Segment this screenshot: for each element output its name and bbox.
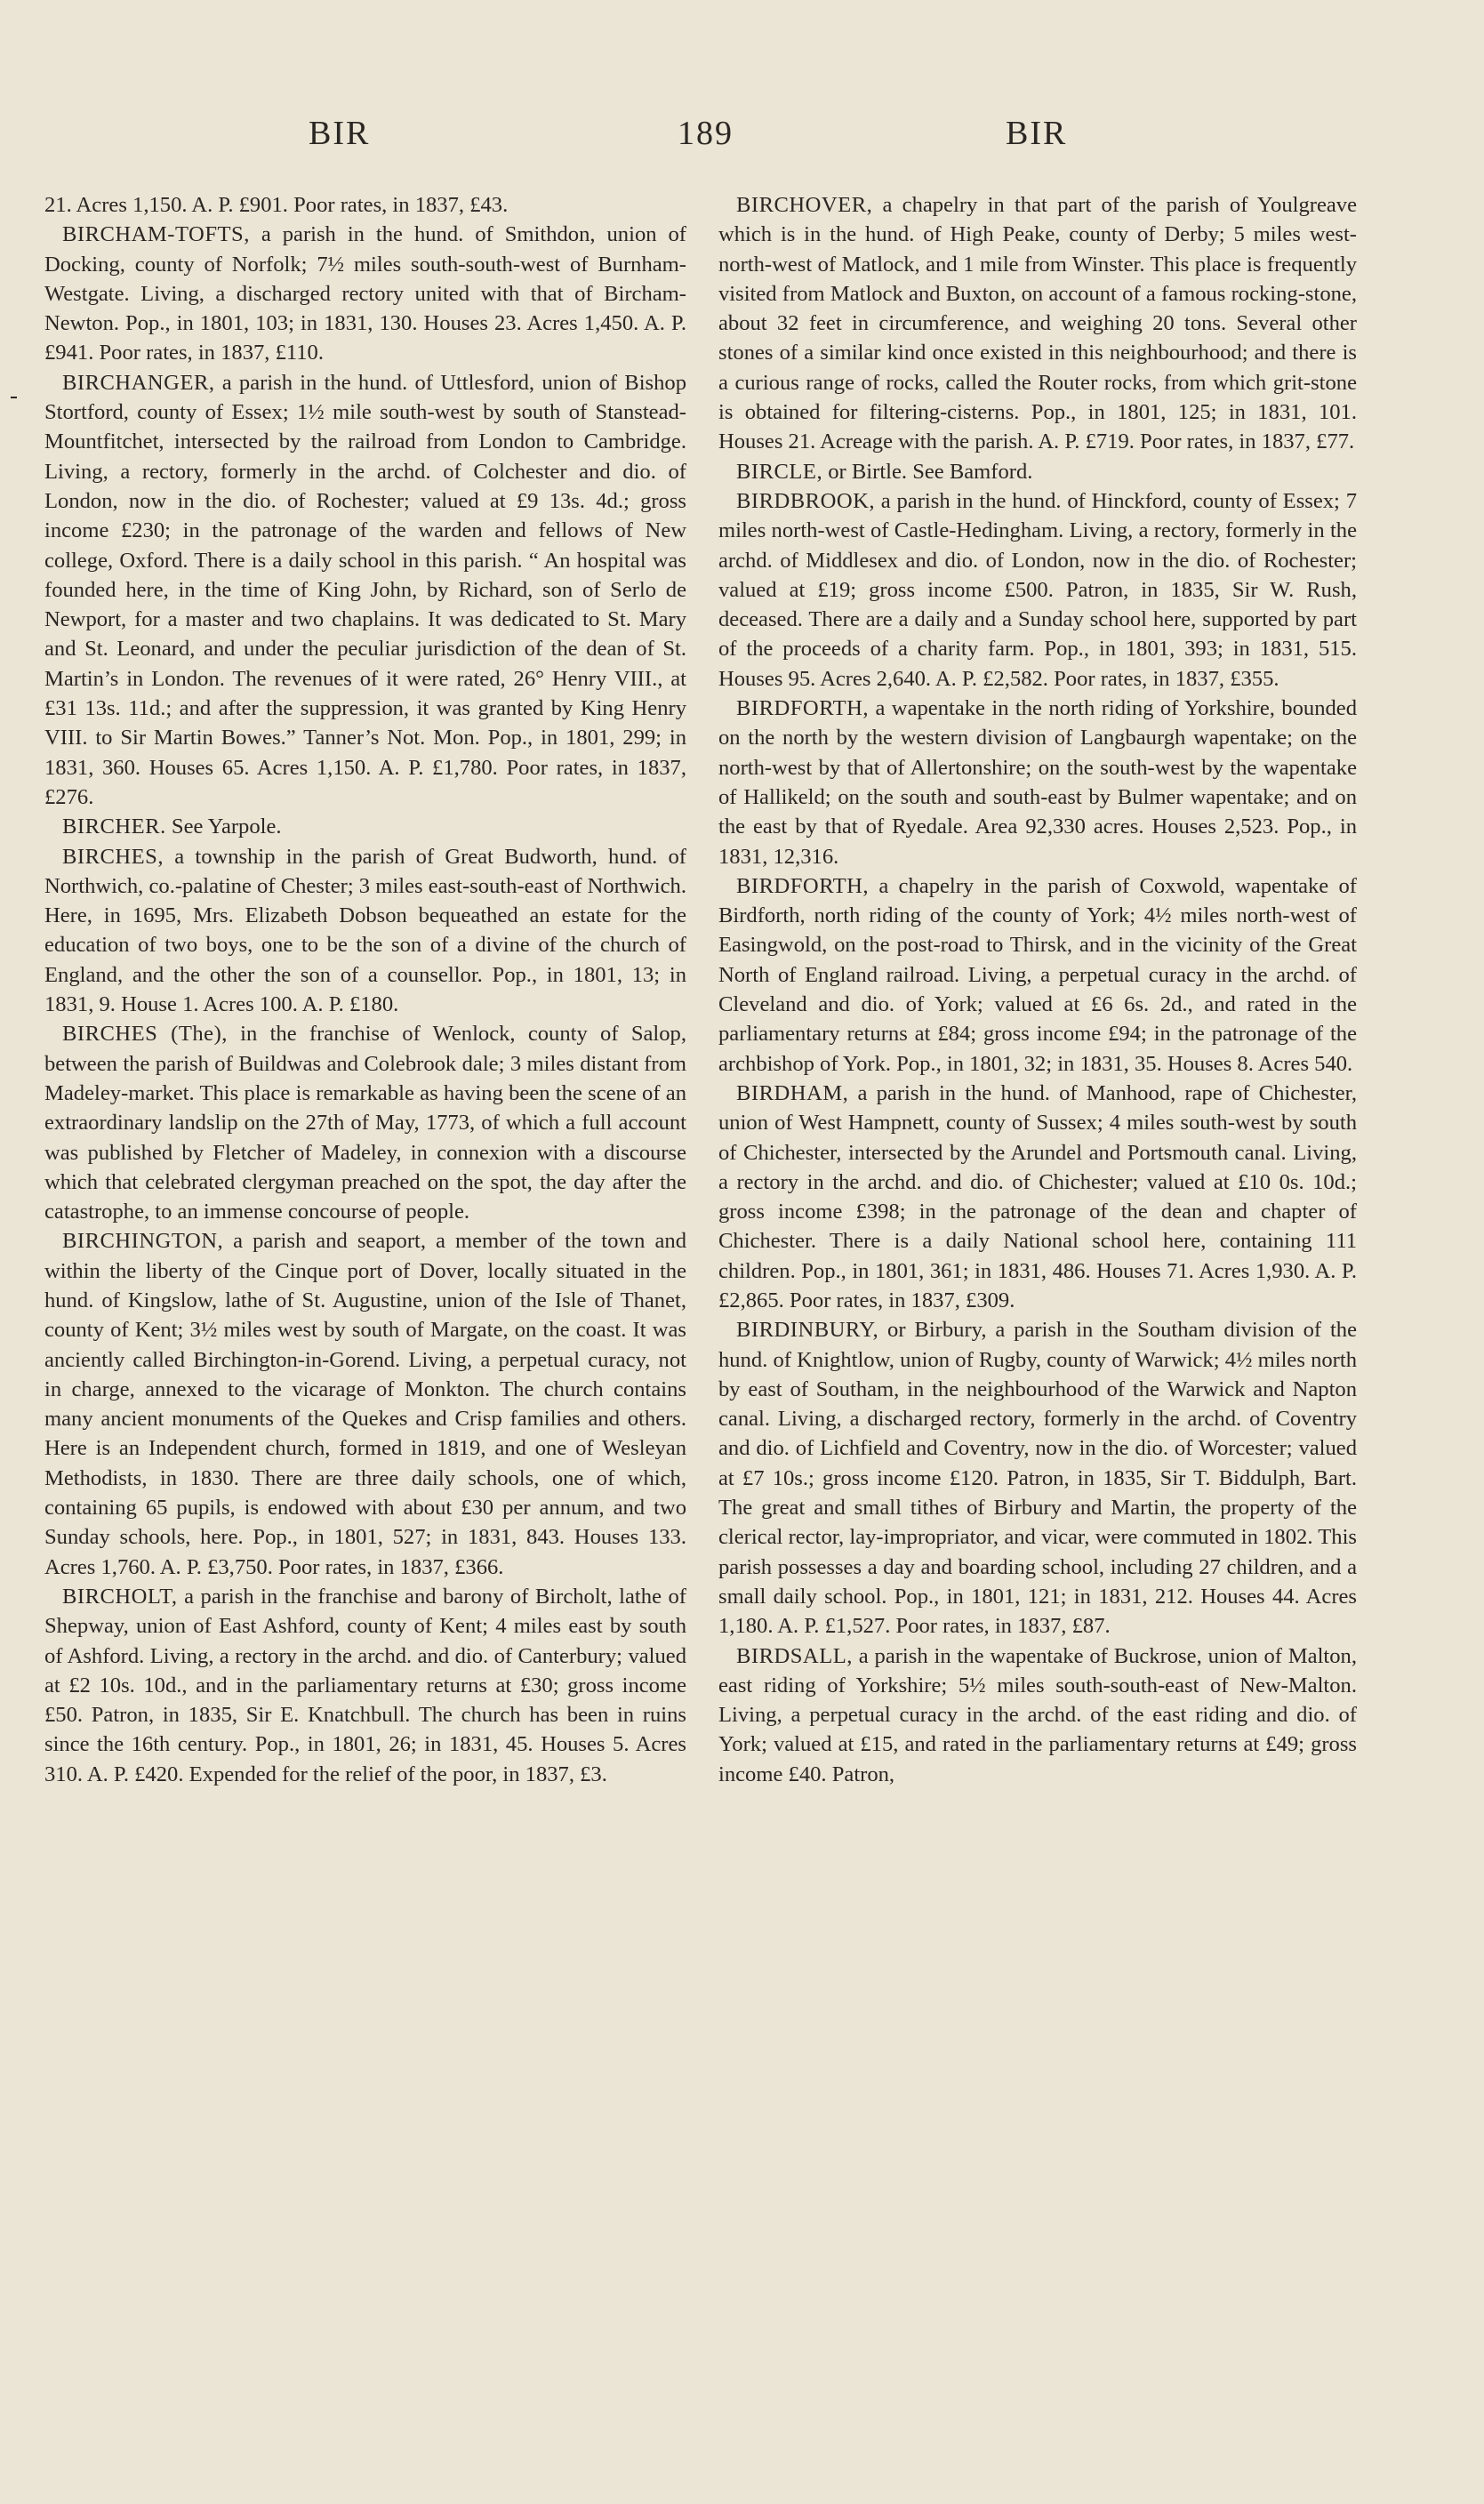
entry bbox=[44, 842, 686, 1020]
entry-name: BIRCHES, bbox=[62, 844, 164, 869]
entry bbox=[44, 1019, 686, 1226]
header-right-guideword: BIR bbox=[1006, 115, 1068, 152]
entry bbox=[44, 1226, 686, 1582]
entry-text: 21. Acres 1,150. A. P. £901. Poor rates, in 1837, £43. bbox=[44, 193, 509, 217]
entry bbox=[44, 1582, 686, 1789]
entry bbox=[718, 1315, 1357, 1641]
entry bbox=[44, 190, 686, 220]
left-column bbox=[44, 190, 686, 1789]
page-number: 189 bbox=[678, 115, 734, 152]
entry bbox=[718, 190, 1357, 457]
entry bbox=[44, 220, 686, 367]
entry-text: or Birtle. See Bamford. bbox=[822, 459, 1033, 484]
entry bbox=[44, 812, 686, 841]
margin-mark bbox=[11, 397, 17, 398]
entry-text: a parish in the wapentake of Buckrose, union of Malton, east riding of Yorkshire; 5½ miles south-south-east of New-Malton. Living, a perpetual curacy in the archd. of the east riding and dio. of York; valued at £15, and rated in the parliamentary returns at £49; gross income £40. Patron, bbox=[718, 1643, 1357, 1786]
entry-name: BIRDSALL, bbox=[736, 1643, 853, 1668]
running-header bbox=[0, 114, 1484, 167]
entry-name: BIRDBROOK, bbox=[736, 488, 875, 513]
entry-name: BIRDFORTH, bbox=[736, 873, 870, 898]
entry-text: See Yarpole. bbox=[165, 815, 282, 839]
entry-text: a parish and seaport, a member of the town and within the liberty of the Cinque port of Dover, locally situated in the hund. of Kingslow, lathe of St. Augustine, union of the Isle of Thanet, county of Kent; 3½ miles west by south of Margate, on the coast. It was anciently called Birchington-in-Gorend. Living, a perpetual curacy, not in charge, annexed to the vicarage of Monkton. The church contains many ancient monuments of the Quekes and Crisp families and others. Here is an Independent church, formed in 1819, and one of Wesleyan Methodists, in 1830. There are three daily schools, one of which, containing 65 pupils, is endowed with about £30 per annum, and two Sunday schools, here. Pop., in 1801, 527; in 1831, 843. Houses 133. Acres 1,760. A. P. £3,750. Poor rates, in 1837, £366. bbox=[44, 1229, 686, 1579]
entry bbox=[718, 457, 1357, 486]
entry bbox=[718, 694, 1357, 871]
entry-text: a parish in the hund. of Manhood, rape of Chichester, union of West Hampnett, county of Sussex; 4 miles south-west by south of Chichester, intersected by the Arundel and Portsmouth canal. Living, a rectory in the archd. and dio. of Chichester; valued at £10 0s. 10d.; gross income £398; in the patronage of the dean and chapter of Chichester. There is a daily National school here, containing 111 children. Pop., in 1801, 361; in 1831, 486. Houses 71. Acres 1,930. A. P. £2,865. Poor rates, in 1837, £309. bbox=[718, 1080, 1357, 1312]
entry bbox=[718, 871, 1357, 1079]
entry-name: BIRCHOVER, bbox=[736, 193, 873, 217]
entry-name: BIRCHINGTON, bbox=[62, 1229, 224, 1254]
entry-text: or Birbury, a parish in the Southam division of the hund. of Knightlow, union of Rugby, county of Warwick; 4½ miles north by east of Southam, in the neighbourhood of the Warwick and Napton canal. Living, a discharged rectory, formerly in the archd. of Coventry and dio. of Lichfield and Coventry, now in the dio. of Worcester; valued at £7 10s.; gross income £120. Patron, in 1835, Sir T. Biddulph, Bart. The great and small tithes of Birbury and Martin, the property of the clerical rector, lay-impropriator, and vicar, were commuted in 1802. This parish possesses a day and boarding school, including 27 children, and a small daily school. Pop., in 1801, 121; in 1831, 212. Houses 44. Acres 1,180. A. P. £1,527. Poor rates, in 1837, £87. bbox=[718, 1318, 1357, 1639]
entry-name: BIRCHAM-TOFTS, bbox=[62, 222, 250, 247]
entry-name: BIRCHES (The), bbox=[62, 1022, 228, 1047]
entry-name: BIRCHANGER, bbox=[62, 370, 215, 395]
entry-text: a parish in the franchise and barony of Bircholt, lathe of Shepway, union of East Ashford, county of Kent; 4 miles east by south of Ashford. Living, a rectory in the archd. and dio. of Canterbury; valued at £2 10s. 10d., and in the parliamentary returns at £30; gross income £50. Patron, in 1835, Sir E. Knatchbull. The church has been in ruins since the 16th century. Pop., in 1801, 26; in 1831, 45. Houses 5. Acres 310. A. P. £420. Expended for the relief of the poor, in 1837, £3. bbox=[44, 1584, 686, 1786]
entry-name: BIRDINBURY, bbox=[736, 1318, 879, 1343]
entry-text: a chapelry in the parish of Coxwold, wapentake of Birdforth, north riding of the county of York; 4½ miles north-west of Easingwold, on the post-road to Thirsk, and in the vicinity of the Great North of England railroad. Living, a perpetual curacy in the archd. of Cleveland and dio. of York; valued at £6 6s. 2d., and rated in the parliamentary returns at £84; gross income £94; in the patronage of the archbishop of York. Pop., in 1801, 32; in 1831, 35. Houses 8. Acres 540. bbox=[718, 873, 1357, 1076]
entry-name: BIRCHOLT, bbox=[62, 1584, 178, 1609]
entry-text: a township in the parish of Great Budworth, hund. of Northwich, co.-palatine of Chester; 3 miles east-south-east of Northwich. Here, in 1695, Mrs. Elizabeth Dobson bequeathed an estate for the education of two boys, one to be the son of a divine of the church of England, and the other the son of a counsellor. Pop., in 1801, 13; in 1831, 9. House 1. Acres 100. A. P. £180. bbox=[44, 844, 686, 1017]
entry-name: BIRDFORTH, bbox=[736, 696, 870, 721]
entry-text: a parish in the hund. of Uttlesford, union of Bishop Stortford, county of Essex; 1½ mile south-west by south of Stanstead-Mountfitchet, intersected by the railroad from London to Cambridge. Living, a rectory, formerly in the archd. of Colchester and dio. of London, now in the dio. of Rochester; valued at £9 13s. 4d.; gross income £230; in the patronage of the warden and fellows of New college, Oxford. There is a daily school in this parish. “ An hospital was founded here, in the time of King John, by Richard, son of Serlo de Newport, for a master and two chaplains. It was dedicated to St. Mary and St. Leonard, and under the peculiar jurisdiction of the dean of St. Martin’s in London. The revenues of it were rated, 26° Henry VIII., at £31 13s. 11d.; and after the suppression, it was granted by King Henry VIII. to Sir Martin Bowes.” Tanner’s Not. Mon. Pop., in 1801, 299; in 1831, 360. Houses 65. Acres 1,150. A. P. £1,780. Poor rates, in 1837, £276. bbox=[44, 370, 686, 809]
entry-name: BIRCLE, bbox=[736, 459, 823, 484]
entry-text: in the franchise of Wenlock, county of Salop, between the parish of Buildwas and Colebrook dale; 3 miles distant from Madeley-market. This place is remarkable as having been the scene of an extraordinary landslip on the 27th of May, 1773, of which a full account was published by Fletcher of Madeley, in connexion with a discourse which that celebrated clergyman preached on the spot, the day after the catastrophe, to an immense concourse of people. bbox=[44, 1022, 686, 1224]
entry bbox=[718, 1641, 1357, 1789]
entry-name: BIRDHAM, bbox=[736, 1080, 849, 1105]
entry-text: a parish in the hund. of Hinckford, county of Essex; 7 miles north-west of Castle-Hedingham. Living, a rectory, formerly in the archd. of Middlesex and dio. of London, now in the dio. of Rochester; valued at £19; gross income £500. Patron, in 1835, Sir W. Rush, deceased. There are a daily and a Sunday school here, supported by part of the proceeds of a charity farm. Pop., in 1801, 393; in 1831, 515. Houses 95. Acres 2,640. A. P. £2,582. Poor rates, in 1837, £355. bbox=[718, 488, 1357, 691]
entry-name: BIRCHER. bbox=[62, 815, 166, 839]
header-left-guideword: BIR bbox=[309, 115, 371, 152]
entry bbox=[718, 1079, 1357, 1315]
entry bbox=[44, 368, 686, 812]
entry-text: a wapentake in the north riding of Yorkshire, bounded on the north by the western division of Langbaurgh wapentake; on the north-west by that of Allertonshire; on the south-west by the wapentake of Hallikeld; on the south and south-east by Bulmer wapentake; and on the east by that of Ryedale. Area 92,330 acres. Houses 2,523. Pop., in 1831, 12,316. bbox=[718, 696, 1357, 869]
entry-text: a chapelry in that part of the parish of Youlgreave which is in the hund. of High Peake, county of Derby; 5 miles west-north-west of Matlock, and 1 mile from Winster. This place is frequently visited from Matlock and Buxton, on account of a famous rocking-stone, about 32 feet in circumference, and weighing 20 tons. Several other stones of a similar kind once existed in this neighbourhood; and there is a curious range of rocks, called the Router rocks, from which grit-stone is obtained for filtering-cisterns. Pop., in 1801, 125; in 1831, 101. Houses 21. Acreage with the parish. A. P. £719. Poor rates, in 1837, £77. bbox=[718, 193, 1357, 454]
right-column bbox=[718, 190, 1357, 1789]
entry-text: a parish in the hund. of Smithdon, union of Docking, county of Norfolk; 7½ miles south-south-west of Burnham-Westgate. Living, a discharged rectory united with that of Bircham-Newton. Pop., in 1801, 103; in 1831, 130. Houses 23. Acres 1,450. A. P. £941. Poor rates, in 1837, £110. bbox=[44, 222, 686, 365]
entry bbox=[718, 486, 1357, 694]
